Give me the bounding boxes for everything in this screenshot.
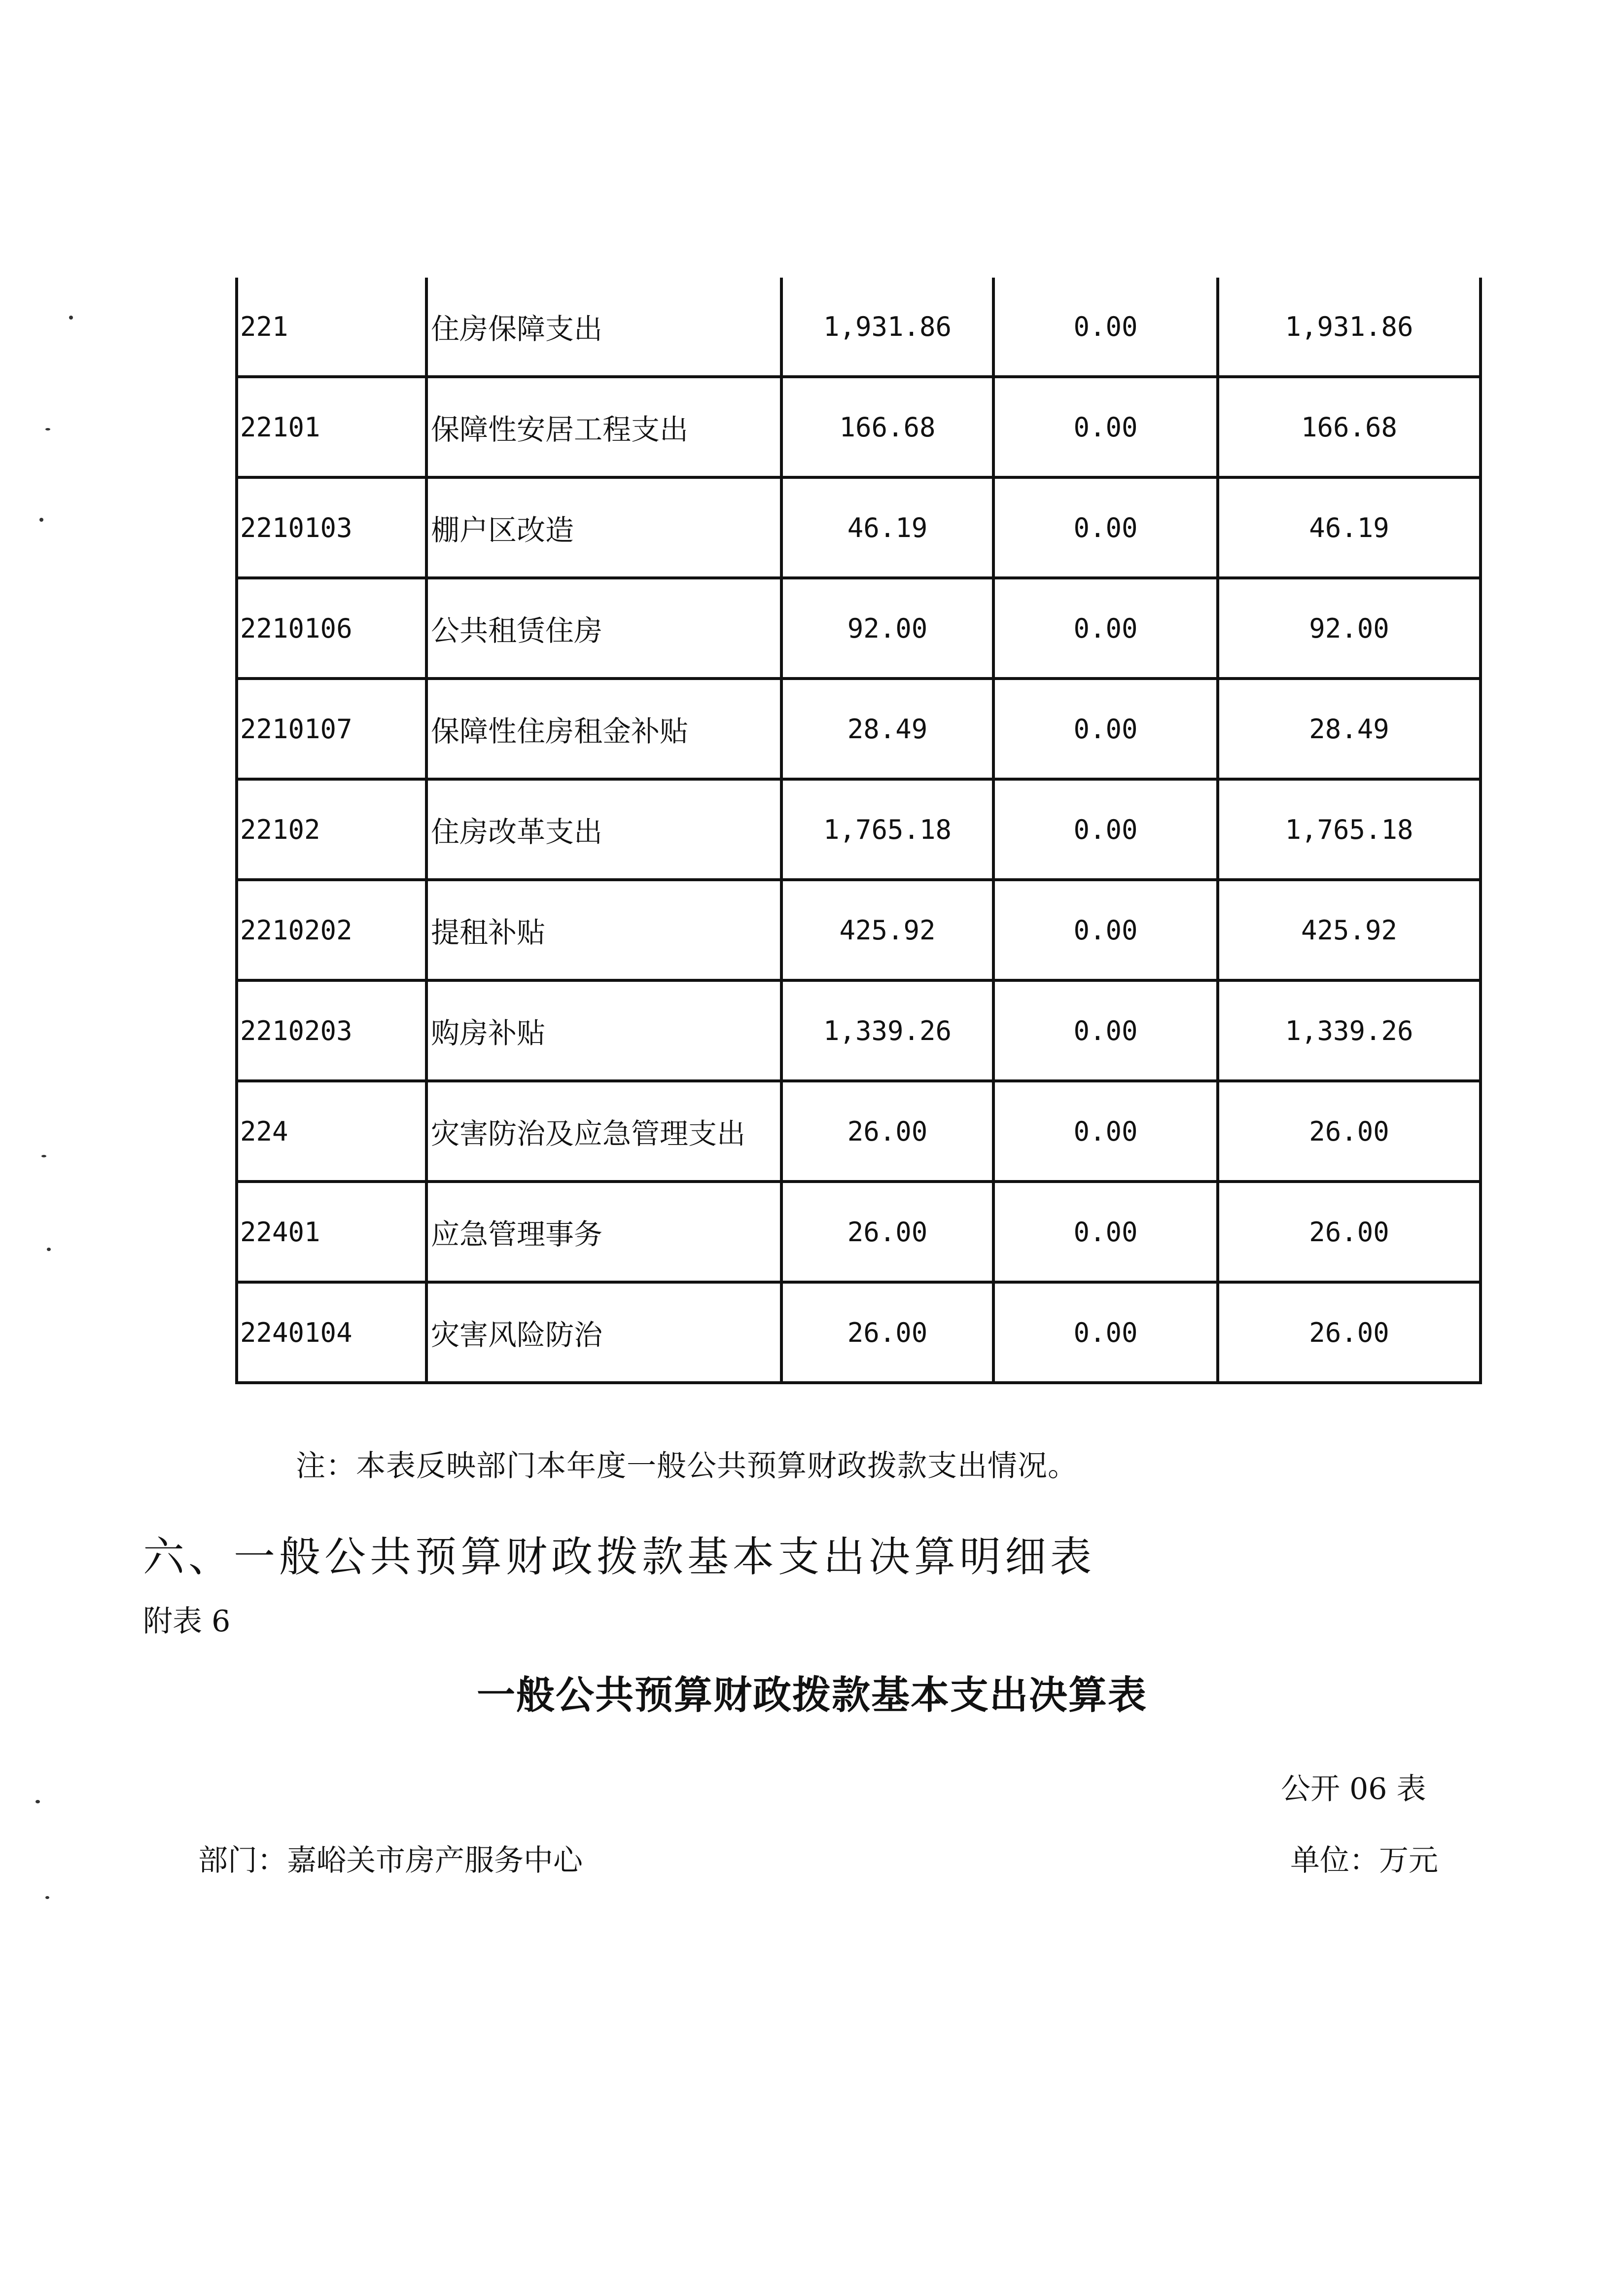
total-amount-cell: 1,339.26 xyxy=(781,980,993,1081)
second-amount-cell: 0.00 xyxy=(993,679,1218,779)
second-amount-cell: 0.00 xyxy=(993,278,1218,377)
scan-speck xyxy=(47,1248,51,1251)
department-label: 部门：嘉峪关市房产服务中心 xyxy=(198,1843,583,1878)
form-code: 公开 06 表 xyxy=(1281,1772,1426,1806)
scan-speck xyxy=(39,518,43,522)
table-row xyxy=(237,578,1481,679)
total-amount-cell: 46.19 xyxy=(781,477,993,578)
third-amount-cell: 26.00 xyxy=(1218,1081,1481,1182)
expenditure-table xyxy=(235,278,1482,1384)
subject-code-cell: 2210107 xyxy=(237,679,426,779)
total-amount-cell: 26.00 xyxy=(781,1182,993,1282)
unit-label: 单位：万元 xyxy=(1290,1843,1438,1878)
third-amount-cell: 1,931.86 xyxy=(1218,278,1481,377)
third-amount-cell: 26.00 xyxy=(1218,1282,1481,1383)
total-amount-cell: 28.49 xyxy=(781,679,993,779)
total-amount-cell: 425.92 xyxy=(781,880,993,980)
third-amount-cell: 46.19 xyxy=(1218,477,1481,578)
subject-code-cell: 2210103 xyxy=(237,477,426,578)
subject-code-cell: 22401 xyxy=(237,1182,426,1282)
scan-speck xyxy=(41,1155,46,1157)
subject-name-cell: 公共租赁住房 xyxy=(426,578,781,679)
second-amount-cell: 0.00 xyxy=(993,1282,1218,1383)
expenditure-table-body xyxy=(237,278,1481,1383)
scan-speck xyxy=(35,1800,40,1803)
table-row xyxy=(237,1282,1481,1383)
subject-name-cell: 住房保障支出 xyxy=(426,278,781,377)
table-row xyxy=(237,779,1481,880)
table-row xyxy=(237,679,1481,779)
table-row xyxy=(237,1081,1481,1182)
second-amount-cell: 0.00 xyxy=(993,1081,1218,1182)
third-amount-cell: 166.68 xyxy=(1218,377,1481,477)
second-amount-cell: 0.00 xyxy=(993,980,1218,1081)
second-amount-cell: 0.00 xyxy=(993,578,1218,679)
subject-code-cell: 221 xyxy=(237,278,426,377)
scan-speck xyxy=(45,1896,49,1899)
second-amount-cell: 0.00 xyxy=(993,779,1218,880)
subject-name-cell: 住房改革支出 xyxy=(426,779,781,880)
table-row xyxy=(237,880,1481,980)
third-amount-cell: 28.49 xyxy=(1218,679,1481,779)
table-note: 注：本表反映部门本年度一般公共预算财政拨款支出情况。 xyxy=(296,1449,1078,1483)
subject-code-cell: 2210202 xyxy=(237,880,426,980)
subject-name-cell: 应急管理事务 xyxy=(426,1182,781,1282)
subject-name-cell: 提租补贴 xyxy=(426,880,781,980)
subject-code-cell: 2210106 xyxy=(237,578,426,679)
third-amount-cell: 1,765.18 xyxy=(1218,779,1481,880)
total-amount-cell: 166.68 xyxy=(781,377,993,477)
second-amount-cell: 0.00 xyxy=(993,477,1218,578)
subject-name-cell: 保障性住房租金补贴 xyxy=(426,679,781,779)
total-amount-cell: 92.00 xyxy=(781,578,993,679)
table-row xyxy=(237,377,1481,477)
third-amount-cell: 92.00 xyxy=(1218,578,1481,679)
table-row xyxy=(237,1182,1481,1282)
subject-name-cell: 保障性安居工程支出 xyxy=(426,377,781,477)
third-amount-cell: 1,339.26 xyxy=(1218,980,1481,1081)
subject-code-cell: 224 xyxy=(237,1081,426,1182)
third-amount-cell: 26.00 xyxy=(1218,1182,1481,1282)
table-row xyxy=(237,477,1481,578)
subject-code-cell: 22101 xyxy=(237,377,426,477)
table-title: 一般公共预算财政拨款基本支出决算表 xyxy=(476,1673,1147,1718)
table-row xyxy=(237,278,1481,377)
total-amount-cell: 26.00 xyxy=(781,1081,993,1182)
subject-name-cell: 灾害风险防治 xyxy=(426,1282,781,1383)
total-amount-cell: 1,765.18 xyxy=(781,779,993,880)
third-amount-cell: 425.92 xyxy=(1218,880,1481,980)
subject-code-cell: 2210203 xyxy=(237,980,426,1081)
section-heading: 六、一般公共预算财政拨款基本支出决算明细表 xyxy=(143,1533,1096,1581)
expenditure-table-container xyxy=(235,278,1479,1384)
scan-speck xyxy=(45,428,50,430)
subject-code-cell: 22102 xyxy=(237,779,426,880)
subject-name-cell: 棚户区改造 xyxy=(426,477,781,578)
second-amount-cell: 0.00 xyxy=(993,880,1218,980)
subject-name-cell: 灾害防治及应急管理支出 xyxy=(426,1081,781,1182)
subject-name-cell: 购房补贴 xyxy=(426,980,781,1081)
second-amount-cell: 0.00 xyxy=(993,377,1218,477)
second-amount-cell: 0.00 xyxy=(993,1182,1218,1282)
subject-code-cell: 2240104 xyxy=(237,1282,426,1383)
table-row xyxy=(237,980,1481,1081)
scan-speck xyxy=(69,316,73,320)
attachment-label: 附表 6 xyxy=(143,1604,231,1639)
total-amount-cell: 26.00 xyxy=(781,1282,993,1383)
total-amount-cell: 1,931.86 xyxy=(781,278,993,377)
